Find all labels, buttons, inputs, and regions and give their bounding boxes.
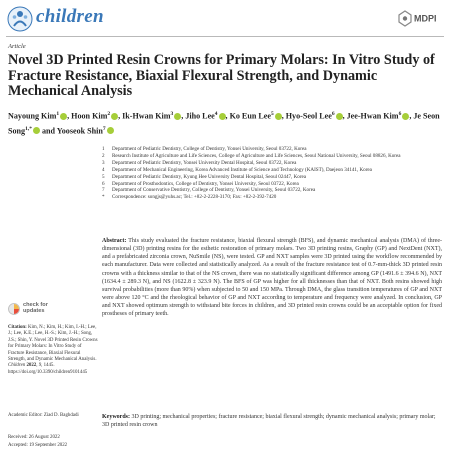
author-name[interactable]: Hyo-Seol Lee (285, 111, 332, 121)
orcid-icon[interactable] (174, 113, 181, 120)
author-name[interactable]: Jee-Hwan Kim (346, 111, 399, 121)
affiliation-number: 2 (102, 152, 105, 159)
author-affiliation-sup: 3 (170, 111, 174, 117)
orcid-icon[interactable] (336, 113, 343, 120)
affiliation-number: 3 (102, 159, 105, 166)
affiliation-row (102, 187, 442, 194)
received-date (8, 435, 98, 441)
author-affiliation-sup: 6 (331, 111, 335, 117)
check-updates-line2: updates (23, 308, 45, 315)
accepted-label: Accepted: (8, 443, 28, 448)
article-title: Novel 3D Printed Resin Crowns for Primary Molars: In Vitro Study of Fracture Resistance, Biaxial Flexural Strength, and Dynamic Mechanical Analysis (8, 52, 435, 99)
author-affiliation-sup: 1,* (25, 125, 32, 132)
citation-doi[interactable]: , 1445. https://doi.org/10.3390/children9101445 (8, 363, 88, 375)
citation-year: 2022 (26, 363, 37, 369)
keywords-label: Keywords: (102, 414, 130, 420)
orcid-icon[interactable] (33, 127, 40, 134)
affiliation-row (102, 146, 442, 153)
affiliation-number: 1 (102, 146, 105, 152)
author-affiliation-sup: 6 (398, 111, 402, 117)
orcid-icon[interactable] (60, 113, 67, 120)
citation-journal: Children (8, 363, 26, 369)
author-affiliation-sup: 7 (102, 125, 106, 132)
affiliation-text: Department of Pediatric Dentistry, Yonsei University Dental Hospital, Seoul 03722, Korea (112, 159, 297, 166)
affiliation-number: 6 (102, 180, 105, 187)
editor-label: Academic Editor: (8, 413, 43, 418)
author-name[interactable]: Hoon Kim (71, 111, 108, 121)
keywords-text: 3D printing; mechanical properties; fracture resistance; biaxial flexural strength; dynamic mechanical analysis; primary molar; 3D printed resin crown (102, 414, 436, 429)
received-label: Received: (8, 435, 28, 440)
abstract-text: This study evaluated the fracture resistance, biaxial flexural strength (BFS), and dynamic mechanical analysis (DMA) of three-dimensional (3D) printing resins for the esthetic restoration of primary molars. Two 3D printing resins, Graphy (GP) and NextDent (NXT), and a prefabricated zirconia crown, NuSmile (NS), were tested. GP and NXT samples were 3D printed using the workflow recommended by each manufacturer. Data were collected and statistically analyzed. As a result of the fracture resistance test of 0.7-mm-thick 3D printed resin crowns with a thickness similar to that of the NS crown, there was no statistically significant difference among GP (1491.6 ± 394.6 N), NXT (1634.4 ± 289.3 N), and NS (1622.8 ± 323.9 N). The BFS of GP was higher for all thicknesses than that of NXT. Both resins showed high survival probabilities (more than 90%) when subjected to 50 and 150 MPa. Through DMA, the glass transition temperatures of GP and NXT were above 120 °C and the rheological behavior of GP and NXT according to temperature and frequency were analyzed. In conclusion, GP and NXT showed optimum strength to withstand bite forces in children, and 3D printed resin crowns could be an acceptable option for fixed prostheses of primary teeth. (102, 238, 442, 318)
author-affiliation-sup: 4 (214, 111, 218, 117)
affiliation-row (102, 160, 442, 167)
affiliation-text: Research Institute of Agriculture and Life Sciences, College of Agriculture and Life Sciences, Seoul National University, Seoul 08826, Korea (112, 152, 401, 159)
check-updates-icon (8, 303, 20, 315)
citation-volume: 9 (38, 363, 42, 369)
abstract-label: Abstract: (102, 238, 127, 244)
affiliation-row (102, 167, 442, 174)
academic-editor (8, 413, 98, 419)
accepted-value: 19 September 2022 (29, 443, 68, 448)
affiliation-text: Department of Pediatric Dentistry, Kyung Hee University Dental Hospital, Seoul 02447, Korea (112, 173, 307, 180)
author-name[interactable]: Ko Eun Lee (229, 111, 271, 121)
journal-name[interactable]: children (36, 6, 104, 27)
affiliation-text: Department of Conservative Dentistry, College of Dentistry, Yonsei University, Seoul 03722, Korea (112, 187, 316, 194)
affiliation-number: 4 (102, 166, 105, 173)
orcid-icon[interactable] (107, 127, 114, 134)
article-type: Article (8, 43, 26, 50)
affiliation-number: 5 (102, 173, 105, 180)
page-header (0, 0, 450, 40)
affiliation-list (102, 146, 442, 201)
children-journal-logo-icon (7, 6, 33, 32)
affiliation-row (102, 194, 442, 201)
affiliation-number: 7 (102, 187, 105, 194)
orcid-icon[interactable] (402, 113, 409, 120)
affiliation-text: Department of Mechanical Engineering, Korea Advanced Institute of Science and Technology (KAIST), Daejeon 34141, Korea (112, 166, 372, 173)
author-affiliation-sup: 1 (56, 111, 60, 117)
orcid-icon[interactable] (219, 113, 226, 120)
author-affiliation-sup: 5 (270, 111, 274, 117)
publisher-name: MDPI (414, 13, 437, 24)
orcid-icon[interactable] (111, 113, 118, 120)
author-list: Nayoung Kim$^1$ , Hoon Kim$^2$ , Ik-Hwan Kim$^3$ , Jiho Lee$^4$ , Ko Eun Lee$^5$ , Hyo-Seol Lee$^6$ , Jee-Hwan Kim$^6$ , Je Seon Song$^{1,*}$ and Yooseok Shin$^7$ (8, 111, 440, 136)
check-updates-line1: check for (23, 302, 48, 308)
affiliation-row (102, 174, 442, 181)
orcid-icon[interactable] (275, 113, 282, 120)
check-for-updates-badge[interactable] (8, 300, 48, 322)
author-name[interactable]: Jiho Lee (185, 111, 215, 121)
author-affiliation-sup: 2 (107, 111, 111, 117)
abstract (102, 237, 442, 319)
accepted-date (8, 443, 98, 449)
affiliation-text: Department of Prosthodontics, College of Dentistry, Yonsei University, Seoul 03722, Korea (112, 180, 299, 187)
author-name[interactable]: Yooseok Shin (56, 126, 103, 136)
citation-block: Citation: Kim, N.; Kim, H.; Kim, I.-H.; Lee, J.; Lee, K.E.; Lee, H.-S.; Kim, J.-H.; Song, J.S.; Shin, Y. Novel 3D Printed Resin Crowns for Primary Molars: In Vitro Study of Fracture Resistance, Biaxial Flexural Strength, and Dynamic Mechanical Analysis. Children 2022, 9, 1445. https://doi.org/10.3390/children9101445 (8, 325, 98, 375)
editor-name: Ziad D. Baghdadi (43, 413, 79, 418)
affiliation-number: * (102, 194, 105, 201)
author-name[interactable]: Je Seon Song (8, 111, 440, 136)
author-name[interactable]: Nayoung Kim (8, 111, 57, 121)
affiliation-row (102, 153, 442, 160)
affiliation-text: Correspondence: songjs@yuhs.ac; Tel.: +82-2-2228-3170; Fax: +82-2-392-7420 (112, 194, 277, 201)
header-divider (6, 36, 444, 37)
author-name[interactable]: Ik-Hwan Kim (122, 111, 171, 121)
citation-label: Citation: (8, 325, 27, 330)
keywords (102, 413, 442, 429)
mdpi-logo-icon[interactable] (398, 8, 442, 34)
affiliation-text: Department of Pediatric Dentistry, College of Dentistry, Yonsei University, Seoul 03722, Korea (112, 146, 307, 152)
citation-text: Kim, N.; Kim, H.; Kim, I.-H.; Lee, J.; Lee, K.E.; Lee, H.-S.; Kim, J.-H.; Song, J.S.; Shin, Y. Novel 3D Printed Resin Crowns for Primary Molars: In Vitro Study of Fracture Resistance, Biaxial Flexural Strength, and Dynamic Mechanical Analysis. (8, 325, 98, 363)
received-value: 26 August 2022 (28, 435, 60, 440)
